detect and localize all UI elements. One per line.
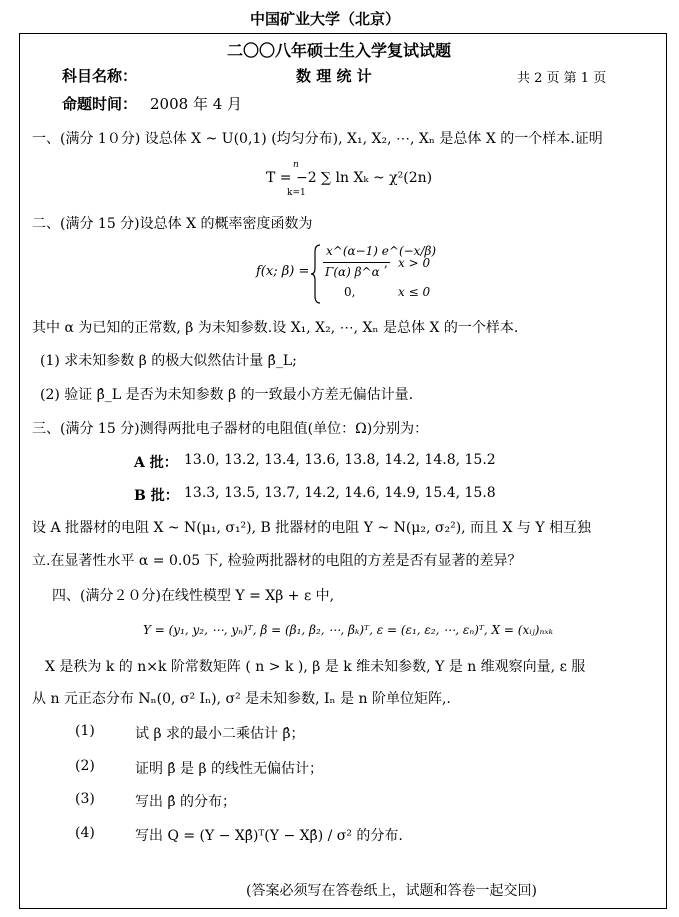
q4-part1-text: 试 β 求的最小二乘估计 β̂； <box>135 726 305 742</box>
q4-description-line2: 从 n 元正态分布 Nₙ(0, σ² Iₙ), σ² 是未知参数, Iₙ 是 n 阶单位矩阵,. <box>32 691 451 707</box>
q2-f-lhs: f(x; β) = <box>256 264 310 279</box>
subject-label: 科目名称： <box>62 67 138 85</box>
q3-batch-a-label: A 批： <box>134 455 178 471</box>
q2-statement: 二、(满分 15 分)设总体 X 的概率密度函数为 <box>32 216 313 232</box>
q3-batch-b-values: 13.3, 13.5, 13.7, 14.2, 14.6, 14.9, 15.4, 15.8 <box>184 485 496 501</box>
time-label: 命题时间： <box>62 95 138 113</box>
q3-assumption-line1: 设 A 批器材的电阻 X ~ N(μ₁, σ₁²), B 批器材的电阻 Y ~ N(μ₂, σ₂²), 而且 X 与 Y 相互独 <box>32 520 592 536</box>
q1-statement: 一、(满分 1０分) 设总体 X ~ U(0,1) (均匀分布), X₁, X₂, ⋯, Xₙ 是总体 X 的一个样本.证明 <box>32 131 603 147</box>
left-brace-icon <box>311 244 321 304</box>
q3-batch-a-values: 13.0, 13.2, 13.4, 13.6, 13.8, 14.2, 14.8, 15.2 <box>184 452 496 468</box>
q4-definitions: Y = (y₁, y₂, ⋯, yₙ)ᵀ, β = (β₁, β₂, ⋯, βₖ)ᵀ, ε = (ε₁, ε₂, ⋯, εₙ)ᵀ, X = (xᵢⱼ)ₙₓₖ <box>143 623 553 637</box>
subject-name: 数 理 统 计 <box>296 67 372 85</box>
q2-comma: , <box>384 256 388 270</box>
q3-assumption-line2: 立.在显著性水平 α = 0.05 下, 检验两批器材的电阻的方差是否有显著的差异？ <box>32 553 522 569</box>
q4-part2-text: 证明 β̂ 是 β 的线性无偏估计； <box>135 761 323 777</box>
time-value: 2008 年 4 月 <box>150 95 243 113</box>
q2-part2: (2) 验证 β̂_L 是否为未知参数 β 的一致最小方差无偏估计量. <box>40 387 414 403</box>
q2-fraction-bar <box>323 262 390 263</box>
footer-note: (答案必须写在答卷纸上，试题和答卷一起交回) <box>246 883 537 899</box>
q2-case1-condition: x > 0 <box>398 256 431 270</box>
university-name: 中国矿业大学（北京） <box>250 10 401 28</box>
q4-description-line1: X 是秩为 k 的 n×k 阶常数矩阵 ( n > k ), β 是 k 维未知参数, Y 是 n 维观察向量, ε 服 <box>45 659 586 675</box>
exam-frame <box>19 33 667 909</box>
q2-part1: (1) 求未知参数 β 的极大似然估计量 β̂_L; <box>40 353 297 369</box>
q4-part1-number: (1) <box>75 723 95 739</box>
q3-batch-b-label: B 批： <box>134 488 179 504</box>
q4-part4-text: 写出 Q = (Y − Xβ̂)ᵀ(Y − Xβ̂) / σ² 的分布. <box>135 828 403 844</box>
q4-part3-number: (3) <box>75 791 95 807</box>
q1-sum-lower: k=1 <box>287 188 306 198</box>
q4-statement: 四、(满分２０分)在线性模型 Y = Xβ + ε 中, <box>52 588 335 604</box>
q2-numerator: x^(α−1) e^(−x/β) <box>326 244 437 258</box>
q1-sum-upper: n <box>293 160 299 170</box>
exam-title: 二〇〇八年硕士生入学复试试题 <box>227 41 452 60</box>
q1-formula: T = −2 ∑ ln Xₖ ~ χ²(2n) <box>266 170 433 186</box>
q4-part4-number: (4) <box>75 825 95 841</box>
q2-known: 其中 α 为已知的正常数, β 为未知参数.设 X₁, X₂, ⋯, Xₙ 是总体 X 的一个样本. <box>32 320 519 336</box>
q2-case2-condition: x ≤ 0 <box>398 285 431 299</box>
q4-part3-text: 写出 β̂ 的分布； <box>135 794 236 810</box>
q3-statement: 三、(满分 15 分)测得两批电子器材的电阻值(单位：Ω)分别为： <box>32 421 429 437</box>
q4-part2-number: (2) <box>75 758 95 774</box>
q2-denominator: Γ(α) β^α <box>325 265 380 279</box>
q2-case2-value: 0, <box>344 285 356 299</box>
page-info: 共 2 页 第 1 页 <box>517 71 607 86</box>
